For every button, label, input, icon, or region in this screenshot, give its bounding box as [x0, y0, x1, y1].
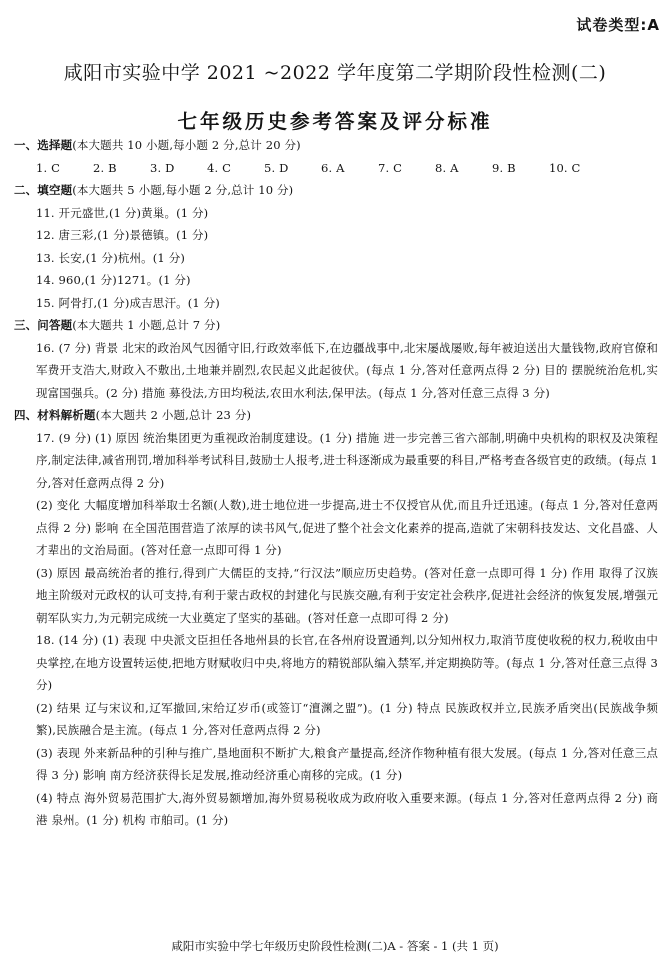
paper-type-label: 试卷类型:A	[576, 16, 660, 34]
choice-answer: 10. C	[549, 160, 581, 175]
choice-answer: 6. A	[321, 160, 345, 175]
answer-q17-part3: (3) 原因 最高统治者的推行,得到广大儒臣的支持,“行汉法”顺应历史趋势。(答对任意一点即可得 1 分) 作用 取得了汉族地主阶级对元政权的认可支持,有利于蒙古政权的封建化与民族交融,有利于安定社会秩序,促进社会经济的恢复发展,增强元朝军队实力,为元朝完成统一大业奠定了坚实的基础。(答对任意一点即可得 2 分)	[36, 565, 658, 625]
choice-answer: 3. D	[150, 160, 175, 175]
choice-answer: 7. C	[378, 160, 403, 175]
choice-answer: 1. C	[36, 160, 61, 175]
answer-q16: 16. (7 分) 背景 北宋的政治风气因循守旧,行政效率低下,在边疆战事中,北宋屡战屡败,每年被迫送出大量钱物,政府官僚和军费开支浩大,财政入不敷出,土地兼并剧烈,农民起义此起彼伏。(每点 1 分,答对任意两点得 2 分) 目的 摆脱统治危机,实现富国强兵。(2 分) 措施 募役法,方田均税法,农田水利法,保甲法。(每点 1 分,答对任意三点得 3 分)	[36, 340, 658, 400]
section-fill-header: 二、填空题(本大题共 5 小题,每小题 2 分,总计 10 分)	[14, 183, 294, 197]
answer-q18-part3: (3) 表现 外来新品种的引种与推广,垦地面积不断扩大,粮食产量提高,经济作物种植有很大发展。(每点 1 分,答对任意三点得 3 分) 影响 南方经济获得长足发展,推动经济重心南移的完成。(1 分)	[36, 745, 658, 782]
answer-content	[14, 134, 658, 832]
choice-answer: 5. D	[264, 160, 289, 175]
fill-answer: 12. 唐三彩,(1 分)景德镇。(1 分)	[36, 228, 209, 242]
fill-answer: 15. 阿骨打,(1 分)成吉思汗。(1 分)	[36, 295, 220, 310]
section-qa-header: 三、问答题(本大题共 1 小题,总计 7 分)	[14, 318, 221, 332]
answer-q17-part1: 17. (9 分) (1) 原因 统治集团更为重视政治制度建设。(1 分) 措施 进一步完善三省六部制,明确中央机构的职权及决策程序,制定法律,减省刑罚,增加科举考试科目,鼓励士人报考,进士科逐渐成为最重要的科目,严格考查各级官吏的政绩。(每点 1 分,答对任意两点得 2 分)	[36, 430, 658, 490]
exam-title: 咸阳市实验中学 2021 ~2022 学年度第二学期阶段性检测(二)	[63, 62, 607, 84]
section-material-header: 四、材料解析题(本大题共 2 小题,总计 23 分)	[14, 408, 252, 422]
choice-answer: 4. C	[207, 160, 232, 175]
fill-answer: 14. 960,(1 分)1271。(1 分)	[36, 273, 191, 287]
answer-q17-part2: (2) 变化 大幅度增加科举取士名额(人数),进士地位进一步提高,进士不仅授官从优,而且升迁迅速。(每点 1 分,答对任意两点得 2 分) 影响 在全国范围营造了浓厚的读书风气,促进了整个社会文化素养的提高,造就了宋朝科技发达、文化昌盛、人才辈出的文治局面。(答对任意一点即可得 1 分)	[36, 498, 658, 557]
answer-q18-part1: 18. (14 分) (1) 表现 中央派文臣担任各地州县的长官,在各州府设置通判,以分知州权力,取消节度使收税的权力,税收由中央掌控,在地方设置转运使,把地方财赋收归中央,将地方的精锐部队编入禁军,并定期换防等。(每点 1 分,答对任意三点得 3 分)	[36, 633, 658, 692]
answer-q18-part4: (4) 特点 海外贸易范围扩大,海外贸易额增加,海外贸易税收成为政府收入重要来源。(每点 1 分,答对任意两点得 2 分) 商港 泉州。(1 分) 机构 市舶司。(1 分)	[36, 790, 658, 827]
section-choice-header: 一、选择题(本大题共 10 小题,每小题 2 分,总计 20 分)	[14, 138, 301, 152]
fill-answer: 11. 开元盛世,(1 分)黄巢。(1 分)	[36, 205, 209, 220]
choice-answer: 8. A	[435, 160, 459, 175]
answer-q18-part2: (2) 结果 辽与宋议和,辽军撤回,宋给辽岁币(或签订“澶渊之盟”)。(1 分) 特点 民族政权并立,民族矛盾突出(民族战争频繁),民族融合是主流。(每点 1 分,答对任意两点得 2 分)	[36, 700, 658, 737]
choice-answer: 9. B	[492, 160, 516, 175]
page-footer: 咸阳市实验中学七年级历史阶段性检测(二)A - 答案 - 1 (共 1 页)	[171, 939, 499, 953]
choice-answers	[14, 157, 658, 180]
choice-answer: 2. B	[93, 160, 117, 175]
answer-key-title: 七年级历史参考答案及评分标准	[177, 110, 493, 133]
fill-answer: 13. 长安,(1 分)杭州。(1 分)	[36, 250, 185, 265]
